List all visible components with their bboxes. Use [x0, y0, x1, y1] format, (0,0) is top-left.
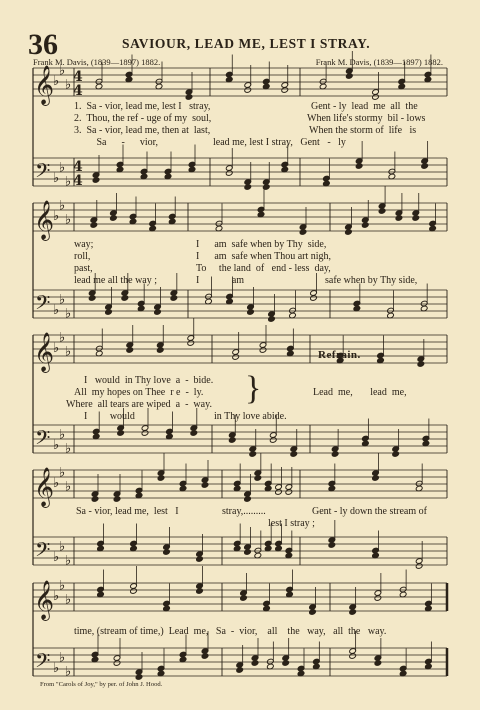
notehead [170, 295, 178, 302]
notehead [126, 347, 134, 354]
time-signature: 4 [73, 173, 83, 189]
lyric-verse-3b: When the storm of life is [309, 125, 417, 136]
notehead [185, 94, 193, 101]
lyric-refrain: Lead me, lead me, [313, 387, 407, 398]
flat-icon: ♭ [65, 479, 72, 495]
lyric-bass-1c: safe when by Thy side, [325, 275, 418, 286]
flat-icon: ♭ [59, 330, 66, 346]
notehead [113, 496, 121, 503]
flat-icon: ♭ [65, 592, 72, 608]
lyric-verse-1: 1. Sa - vior, lead me, lest I stray, [74, 101, 211, 112]
notehead [412, 215, 420, 222]
flat-icon: ♭ [53, 74, 60, 89]
music-credit: Frank M. Davis, (1839—1897) 1882. [315, 57, 443, 67]
notehead [275, 489, 283, 496]
notehead [117, 430, 125, 437]
notehead [415, 563, 423, 570]
hymn-title: SAVIOUR, LEAD ME, LEST I STRAY. [122, 36, 371, 51]
flat-icon: ♭ [53, 438, 60, 453]
lyric-verse-1b: stray,......... [222, 506, 266, 517]
bass-clef-icon: 𝄢 [35, 426, 51, 454]
flat-icon: ♭ [53, 476, 60, 491]
bass-clef-icon: 𝄢 [35, 159, 51, 187]
notehead [232, 354, 240, 361]
notehead [141, 430, 149, 437]
flat-icon: ♭ [53, 550, 60, 565]
lyric-bass-1: I would [84, 411, 135, 422]
notehead [110, 215, 118, 222]
treble-clef-icon: 𝄞 [34, 65, 55, 105]
notehead [247, 309, 255, 316]
flat-icon: ♭ [53, 589, 60, 604]
lyric-verse-1b: Gent - ly lead me all the [311, 101, 418, 112]
notehead [378, 208, 386, 215]
lyric-bass-1b: in Thy love abide. [214, 411, 287, 422]
notehead [259, 347, 267, 354]
lyric-verse-1c: lest I stray ; [268, 518, 315, 529]
lyric-verse-1: way; [74, 239, 94, 250]
notehead [299, 229, 307, 236]
flat-icon: ♭ [59, 578, 66, 594]
notehead [251, 660, 259, 667]
bass-clef-icon: 𝄢 [35, 538, 51, 566]
flat-icon: ♭ [53, 209, 60, 224]
treble-clef-icon: 𝄞 [34, 467, 55, 507]
flat-icon: ♭ [53, 341, 60, 356]
notehead [309, 609, 317, 616]
notehead [156, 347, 164, 354]
notehead [201, 482, 209, 489]
notehead [135, 674, 143, 681]
notehead [345, 229, 353, 236]
notehead [113, 660, 121, 667]
notehead [290, 451, 298, 458]
lyric-verse-2: All my hopes on Thee r e - ly. [74, 387, 204, 398]
notehead [225, 170, 233, 177]
notehead [244, 496, 252, 503]
flat-icon: ♭ [53, 171, 60, 186]
flat-icon: ♭ [65, 212, 72, 228]
flat-icon: ♭ [59, 63, 66, 79]
lyric-verse-1d: Gent - ly down the stream of [312, 506, 427, 517]
notehead [190, 430, 198, 437]
notehead [236, 667, 244, 674]
notehead [349, 609, 357, 616]
notehead [269, 437, 277, 444]
lyric-verse-2: 2. Thou, the ref - uge of my soul, [74, 113, 212, 124]
flat-icon: ♭ [65, 306, 72, 322]
notehead [187, 340, 195, 347]
notehead [372, 94, 380, 101]
lyric-verse-1: time, (stream of time,) Lead me, Sa - vior, all the way, all the way. [74, 626, 387, 637]
notehead [154, 309, 162, 316]
notehead [240, 595, 248, 602]
notehead [285, 489, 293, 496]
notehead [201, 653, 209, 660]
notehead [374, 660, 382, 667]
flat-icon: ♭ [59, 539, 66, 555]
notehead [254, 475, 262, 482]
lyric-bass-1b: I am [196, 275, 245, 286]
notehead [421, 163, 429, 170]
flat-icon: ♭ [65, 441, 72, 457]
notehead [395, 215, 403, 222]
refrain-label: Refrain. [318, 349, 361, 361]
notehead [157, 475, 165, 482]
notehead [268, 316, 276, 323]
notehead [281, 87, 289, 94]
notehead [92, 177, 100, 184]
notehead [262, 184, 270, 191]
lyric-verse-3: past, [74, 263, 93, 274]
notehead [130, 588, 138, 595]
flat-icon: ♭ [65, 344, 72, 360]
lyric-verse-3: Where all tears are wiped a - way. [66, 399, 212, 410]
notehead [91, 496, 99, 503]
notehead [372, 475, 380, 482]
lyric-verse-3: 3. Sa - vior, lead me, then at last, [74, 125, 211, 136]
notehead [88, 295, 96, 302]
bass-clef-icon: 𝄢 [35, 649, 51, 677]
flat-icon: ♭ [59, 198, 66, 214]
time-signature: 4 [73, 159, 83, 175]
flat-icon: ♭ [53, 661, 60, 676]
notehead [121, 295, 129, 302]
treble-clef-icon: 𝄞 [34, 200, 55, 240]
flat-icon: ♭ [59, 160, 66, 176]
lyric-bass-1: Sa - vior, [74, 137, 159, 148]
flat-icon: ♭ [59, 292, 66, 308]
notehead [228, 437, 236, 444]
notehead [244, 549, 252, 556]
flat-icon: ♭ [65, 664, 72, 680]
lyric-bass-1b: lead me, lest I stray, Gent - ly [213, 137, 346, 148]
hymn-number: 36 [28, 28, 58, 61]
time-signature: 4 [73, 69, 83, 85]
flat-icon: ♭ [65, 553, 72, 569]
notehead [374, 595, 382, 602]
flat-icon: ♭ [59, 427, 66, 443]
lyric-verse-2: roll, [74, 251, 91, 262]
notehead [244, 184, 252, 191]
notehead [361, 222, 369, 229]
notehead [196, 588, 204, 595]
lyric-verse-1: I would in Thy love a - bide. [84, 375, 214, 386]
treble-clef-icon: 𝄞 [34, 580, 55, 620]
notehead [355, 163, 363, 170]
flat-icon: ♭ [53, 303, 60, 318]
notehead [196, 556, 204, 563]
notehead [331, 451, 339, 458]
notehead [349, 653, 357, 660]
words-credit: Frank M. Davis, (1839—1897) 1882. [33, 57, 161, 67]
footer-credit: From "Carols of Joy," by per. of John J. Hood. [40, 681, 163, 688]
notehead [346, 73, 354, 80]
notehead [310, 295, 318, 302]
notehead [163, 549, 171, 556]
notehead [417, 361, 425, 368]
lyric-verse-2b: When life's stormy bil - lows [307, 113, 426, 124]
flat-icon: ♭ [65, 174, 72, 190]
notehead [244, 87, 252, 94]
treble-clef-icon: 𝄞 [34, 332, 55, 372]
notehead [90, 222, 98, 229]
flat-icon: ♭ [65, 77, 72, 93]
flat-icon: ♭ [59, 465, 66, 481]
lyric-verse-3b: To the land of end - less day, [196, 263, 331, 274]
lyric-verse-2b: I am safe when Thou art nigh, [196, 251, 332, 262]
bass-clef-icon: 𝄢 [35, 291, 51, 319]
notehead [249, 451, 257, 458]
flat-icon: ♭ [59, 650, 66, 666]
lyric-bass-1: lead me all the way ; [74, 275, 158, 286]
notehead [105, 309, 113, 316]
notehead [282, 660, 290, 667]
notehead [392, 451, 400, 458]
lyric-verse-1b: I am safe when by Thy side, [196, 239, 327, 250]
brace-icon: } [245, 370, 262, 407]
time-signature: 4 [73, 83, 83, 99]
notehead [328, 542, 336, 549]
lyric-verse-1: Sa - vior, lead me, lest I [76, 506, 179, 517]
